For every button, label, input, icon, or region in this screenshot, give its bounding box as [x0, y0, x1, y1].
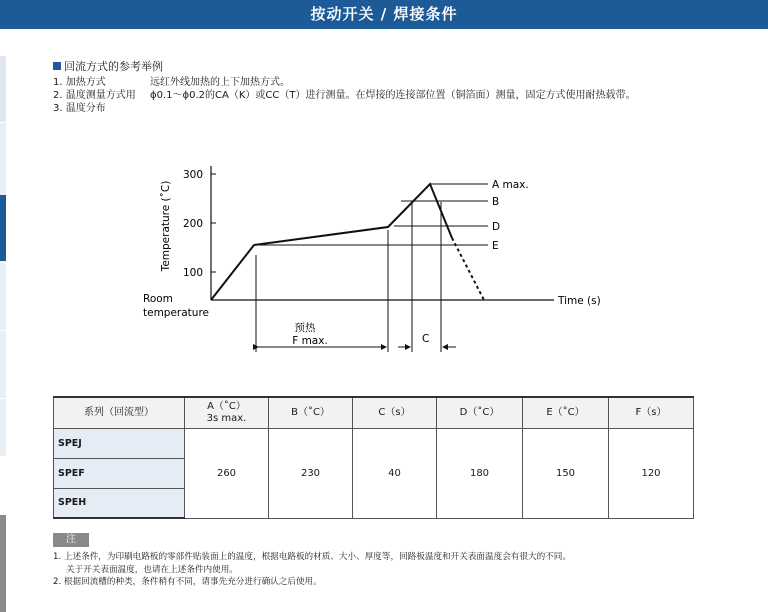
item-label: 1. 加热方式 [53, 77, 106, 88]
y-tick-label: 100 [182, 267, 203, 279]
marker-d-label: D [492, 221, 501, 233]
value-cell: 40 [353, 428, 437, 518]
col-header: B（˚C） [269, 397, 353, 428]
notes [53, 551, 571, 589]
col-header-line: A（˚C） [207, 400, 246, 412]
cooling-dashed [452, 238, 484, 300]
origin-label: temperature [143, 307, 209, 319]
item-desc: ϕ0.1～ϕ0.2的CA（K）或CC（T）进行测量。在焊接的连接部位置（铜箔面）测量，固定方式使用耐热载带。 [150, 90, 636, 101]
page-header: 按动开关 / 焊接条件 [0, 0, 768, 29]
y-axis-label: Temperature (˚C) [160, 180, 172, 272]
col-header: D（˚C） [437, 397, 523, 428]
item-label: 2. 温度测量方式用 [53, 90, 136, 101]
table-header-row [54, 397, 694, 428]
series-cell: SPEJ [54, 428, 185, 458]
value-cell: 260 [185, 428, 269, 518]
y-tick-label: 200 [182, 218, 203, 230]
note-badge: 注 [53, 533, 89, 547]
preheat-label: 预热 [294, 322, 316, 334]
value-cell: 180 [437, 428, 523, 518]
note-line: 关于开关表面温度，也请在上述条件内使用。 [66, 564, 238, 575]
col-header: 系列（回流型） [54, 397, 185, 428]
series-cell: SPEH [54, 488, 185, 518]
origin-label: Room [143, 293, 173, 305]
marker-c-label: C [422, 333, 430, 345]
col-header: F（s） [609, 397, 694, 428]
item-desc: 远红外线加热的上下加热方式。 [150, 77, 290, 88]
item-label: 3. 温度分布 [53, 103, 106, 114]
value-cell: 230 [269, 428, 353, 518]
col-header: E（˚C） [523, 397, 609, 428]
x-axis-label: Time (s) [558, 295, 601, 307]
marker-e-label: E [492, 240, 499, 252]
col-header: C（s） [353, 397, 437, 428]
value-cell: 120 [609, 428, 694, 518]
col-header-line: 3s max. [206, 412, 247, 424]
preheat-label: F max. [292, 335, 328, 347]
marker-b-label: B [492, 196, 500, 208]
marker-a-label: A max. [492, 179, 529, 191]
value-cell: 150 [523, 428, 609, 518]
series-cell: SPEF [54, 458, 185, 488]
col-header [185, 397, 269, 428]
note-line: 1. 上述条件，为印刷电路板的零部件贴装面上的温度，根据电路板的材质、大小、厚度等，回路板温度和开关表面温度会有很大的不同。 [53, 552, 571, 562]
reflow-spec-table [53, 396, 694, 519]
note-line: 2. 根据回流槽的种类，条件稍有不同，请事先充分进行确认之后使用。 [53, 577, 322, 587]
y-tick-label: 300 [182, 169, 203, 181]
section-title-text: 回流方式的参考举例 [64, 60, 163, 73]
table-row [54, 428, 694, 458]
